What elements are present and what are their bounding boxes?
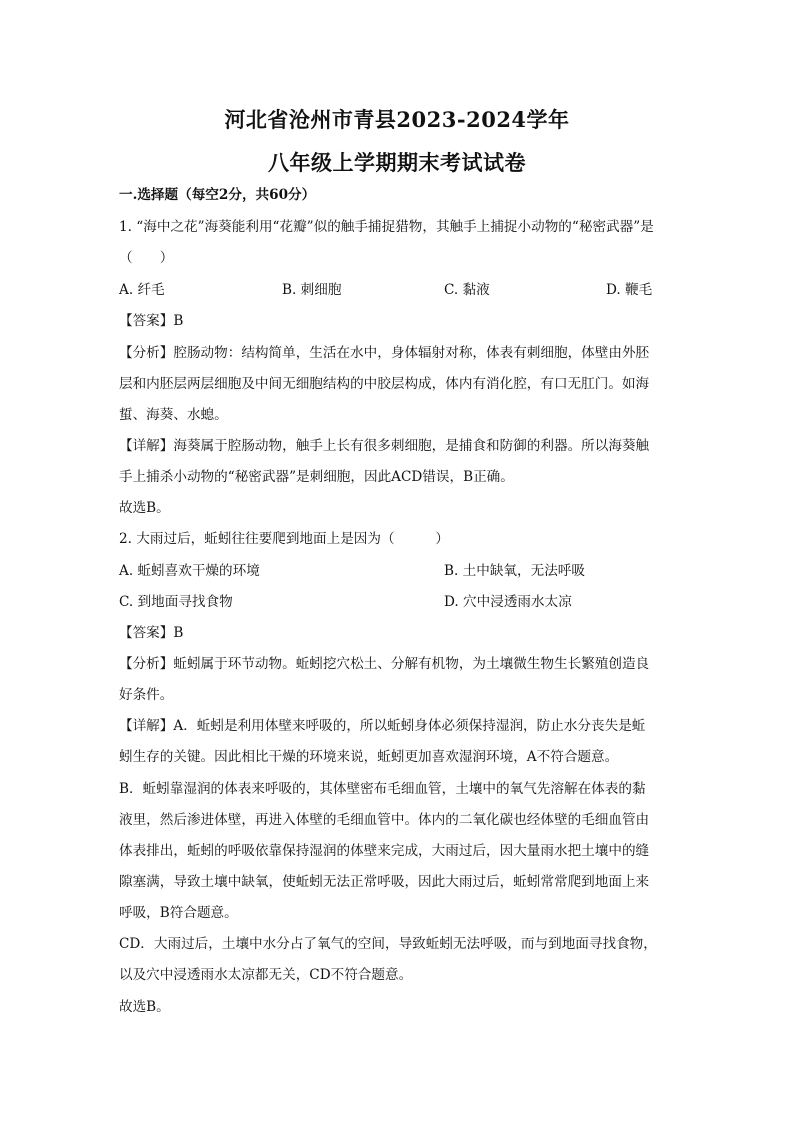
q1-analysis-line3: 蜇、海葵、水螅。: [119, 407, 228, 423]
q2-detail-line6: 隙塞满，导致土壤中缺氧，使蚯蚓无法正常呼吸，因此大雨过后，蚯蚓常常爬到地面上来: [119, 874, 650, 890]
q1-option-c: C. 黏液: [444, 282, 490, 298]
q2-answer: 【答案】B: [119, 625, 184, 641]
q2-option-a: A. 蚯蚓喜欢干燥的环境: [119, 563, 260, 579]
q2-analysis-line1: 【分析】蚯蚓属于环节动物。蚯蚓挖穴松土、分解有机物，为土壤微生物生长繁殖创造良: [119, 656, 650, 672]
q2-detail-line9: 以及穴中浸透雨水太凉都无关，CD不符合题意。: [119, 967, 413, 983]
q2-detail-line2: 蚓生存的关键。因此相比干燥的环境来说，蚯蚓更加喜欢湿润环境，A不符合题意。: [119, 749, 619, 765]
q2-detail-line4: 液里，然后渗进体壁，再进入体壁的毛细血管中。体内的二氧化碳也经体壁的毛细血管由: [119, 812, 650, 828]
q1-option-a: A. 纤毛: [119, 282, 165, 298]
q1-conclusion: 故选B。: [119, 500, 170, 516]
q1-analysis-line2: 层和内胚层两层细胞及中间无细胞结构的中胶层构成，体内有消化腔，有口无肛门。如海: [119, 376, 650, 392]
q1-option-d: D. 鞭毛: [606, 282, 653, 298]
q2-option-d: D. 穴中浸透雨水太凉: [444, 594, 572, 610]
q1-stem-line1: 1. “海中之花”海葵能利用“花瓣”似的触手捕捉猎物，其触手上捕捉小动物的“秘密武器”是: [119, 219, 654, 235]
q2-detail-line3: B．蚯蚓靠湿润的体表来呼吸的，其体壁密布毛细血管，土壤中的氧气先溶解在体表的黏: [119, 781, 646, 797]
q1-detail-line1: 【详解】海葵属于腔肠动物，触手上长有很多刺细胞，是捕食和防御的利器。所以海葵触: [119, 438, 650, 454]
q2-analysis-line2: 好条件。: [119, 687, 174, 703]
exam-title-line1: 河北省沧州市青县2023-2024学年: [224, 107, 570, 132]
q1-stem-line2: （ ）: [119, 250, 174, 266]
q2-detail-line8: CD．大雨过后，土壤中水分占了氧气的空间，导致蚯蚓无法呼吸，而与到地面寻找食物，: [119, 936, 657, 952]
q1-answer: 【答案】B: [119, 313, 184, 329]
section-heading: 一.选择题（每空2分，共60分）: [119, 187, 316, 203]
q2-detail-line7: 呼吸，B符合题意。: [119, 905, 238, 921]
q2-option-c: C. 到地面寻找食物: [119, 594, 233, 610]
q2-detail-line1: 【详解】A．蚯蚓是利用体壁来呼吸的，所以蚯蚓身体必须保持湿润，防止水分丧失是蚯: [119, 718, 646, 734]
q2-conclusion: 故选B。: [119, 999, 170, 1015]
q2-detail-line5: 体表排出，蚯蚓的呼吸依靠保持湿润的体壁来完成，大雨过后，因大量雨水把土壤中的缝: [119, 843, 650, 859]
q2-stem: 2. 大雨过后，蚯蚓往往要爬到地面上是因为（ ）: [119, 531, 449, 547]
q2-option-b: B. 土中缺氧，无法呼吸: [444, 563, 585, 579]
q1-option-b: B. 刺细胞: [282, 282, 342, 298]
q1-analysis-line1: 【分析】腔肠动物：结构简单，生活在水中，身体辐射对称，体表有刺细胞，体壁由外胚: [119, 345, 650, 361]
q1-detail-line2: 手上捕杀小动物的“秘密武器”是刺细胞，因此ACD错误，B正确。: [119, 469, 514, 485]
exam-title-line2: 八年级上学期期末考试试卷: [268, 150, 526, 175]
